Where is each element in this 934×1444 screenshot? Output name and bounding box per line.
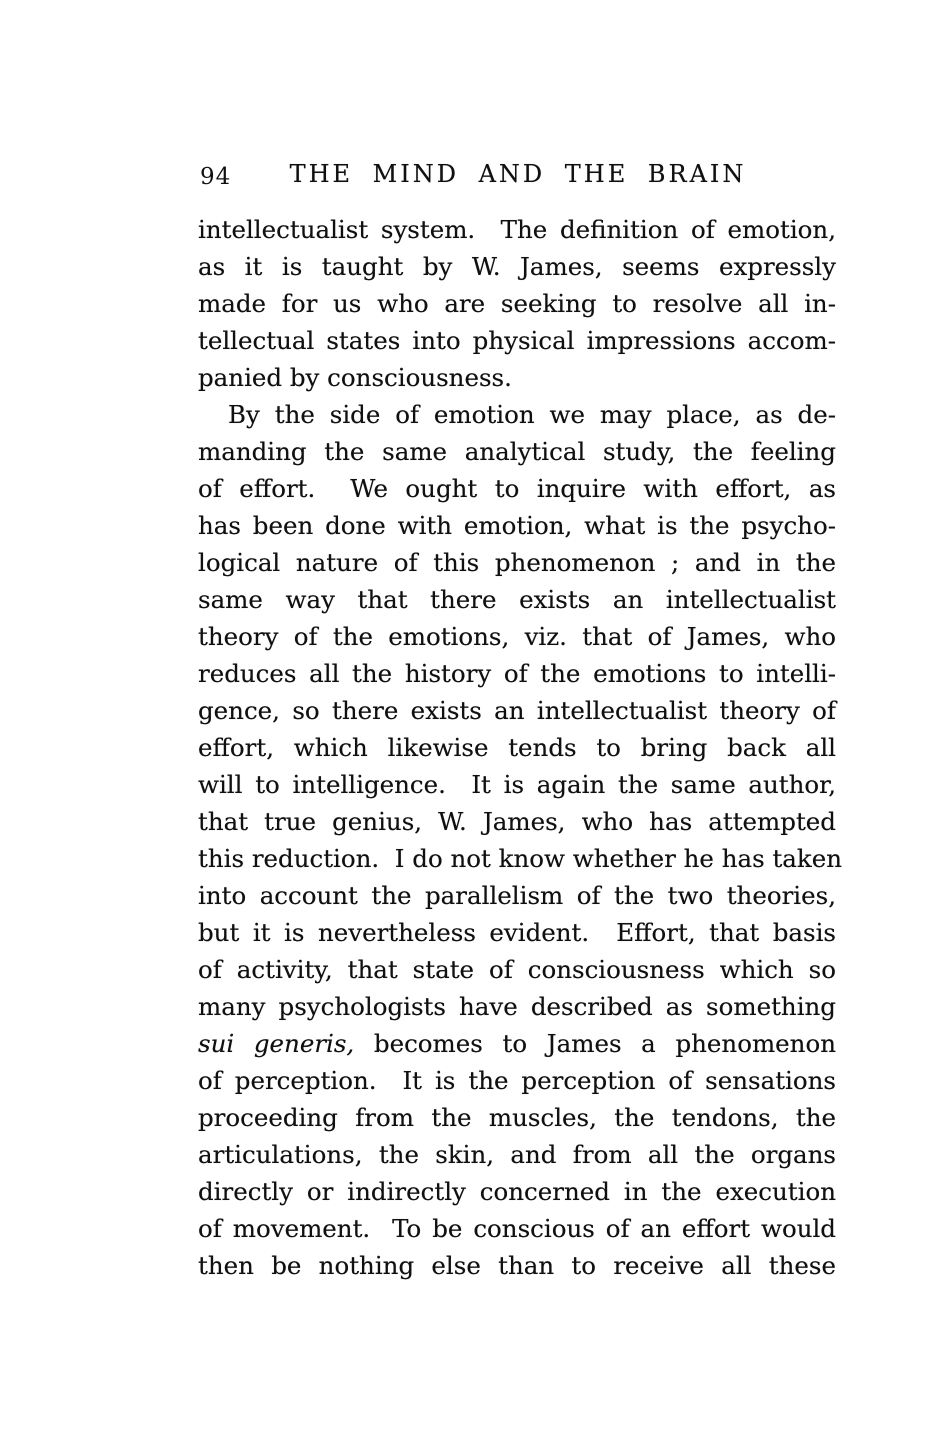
text-segment: logical nature of this phenomenon ; and in the <box>198 548 836 577</box>
text-line <box>198 322 836 359</box>
text-segment: of effort. We ought to inquire with effort, as <box>198 474 836 503</box>
text-segment: many psychologists have described as something <box>198 992 836 1021</box>
text-line <box>198 507 836 544</box>
text-segment: directly or indirectly concerned in the execution <box>198 1177 836 1206</box>
text-segment: will to intelligence. It is again the same author, <box>198 770 836 799</box>
text-line <box>198 877 836 914</box>
text-segment: of movement. To be conscious of an effort would <box>198 1214 836 1243</box>
text-line <box>198 248 836 285</box>
text-segment: of perception. It is the perception of sensations <box>198 1066 836 1095</box>
text-segment: panied by consciousness. <box>198 363 512 392</box>
text-line <box>198 581 836 618</box>
text-segment: By the side of emotion we may place, as de- <box>228 400 836 429</box>
text-segment: manding the same analytical study, the feeling <box>198 437 836 466</box>
text-segment: effort, which likewise tends to bring back all <box>198 733 836 762</box>
page-number: 94 <box>200 164 232 190</box>
text-segment: made for us who are seeking to resolve all in- <box>198 289 836 318</box>
text-line <box>198 729 836 766</box>
text-segment: same way that there exists an intellectualist <box>198 585 836 614</box>
text-segment: of activity, that state of consciousness which so <box>198 955 836 984</box>
text-segment: articulations, the skin, and from all the organs <box>198 1140 836 1169</box>
text-line <box>198 1247 836 1284</box>
text-segment: intellectualist system. The definition of emotion, <box>198 215 836 244</box>
text-line <box>198 618 836 655</box>
text-line <box>198 1062 836 1099</box>
text-segment: has been done with emotion, what is the psycho- <box>198 511 836 540</box>
text-segment: then be nothing else than to receive all these <box>198 1251 836 1280</box>
text-segment: into account the parallelism of the two theories, <box>198 881 836 910</box>
text-line <box>198 988 836 1025</box>
text-segment: but it is nevertheless evident. Effort, that basis <box>198 918 836 947</box>
text-line <box>198 470 836 507</box>
text-segment: reduces all the history of the emotions to intelli- <box>198 659 836 688</box>
running-head <box>198 160 838 192</box>
text-line <box>198 840 843 877</box>
text-line <box>198 285 836 322</box>
text-line <box>198 1173 836 1210</box>
text-segment: theory of the emotions, viz. that of James, who <box>198 622 836 651</box>
text-line <box>198 396 836 433</box>
text-segment: as it is taught by W. James, seems expressly <box>198 252 836 281</box>
page-body-text <box>198 211 843 1284</box>
text-line <box>198 951 836 988</box>
text-line <box>198 914 836 951</box>
text-segment: becomes to James a phenomenon <box>354 1029 836 1058</box>
text-line <box>198 1210 836 1247</box>
italic-phrase: sui generis, <box>198 1029 355 1058</box>
text-line <box>198 211 836 248</box>
text-segment: tellectual states into physical impressions accom- <box>198 326 836 355</box>
text-segment: gence, so there exists an intellectualist theory of <box>198 696 836 725</box>
text-line <box>198 655 836 692</box>
text-line <box>198 544 836 581</box>
text-line <box>198 766 836 803</box>
text-line <box>198 1099 836 1136</box>
text-line <box>198 803 836 840</box>
text-line <box>198 1025 836 1062</box>
text-segment: this reduction. I do not know whether he has taken <box>198 844 843 873</box>
text-line <box>198 692 836 729</box>
running-head-title: THE MIND AND THE BRAIN <box>289 160 747 188</box>
text-segment: proceeding from the muscles, the tendons, the <box>198 1103 836 1132</box>
text-line <box>198 433 836 470</box>
text-line <box>198 1136 836 1173</box>
text-segment: that true genius, W. James, who has attempted <box>198 807 836 836</box>
text-line <box>198 359 836 396</box>
